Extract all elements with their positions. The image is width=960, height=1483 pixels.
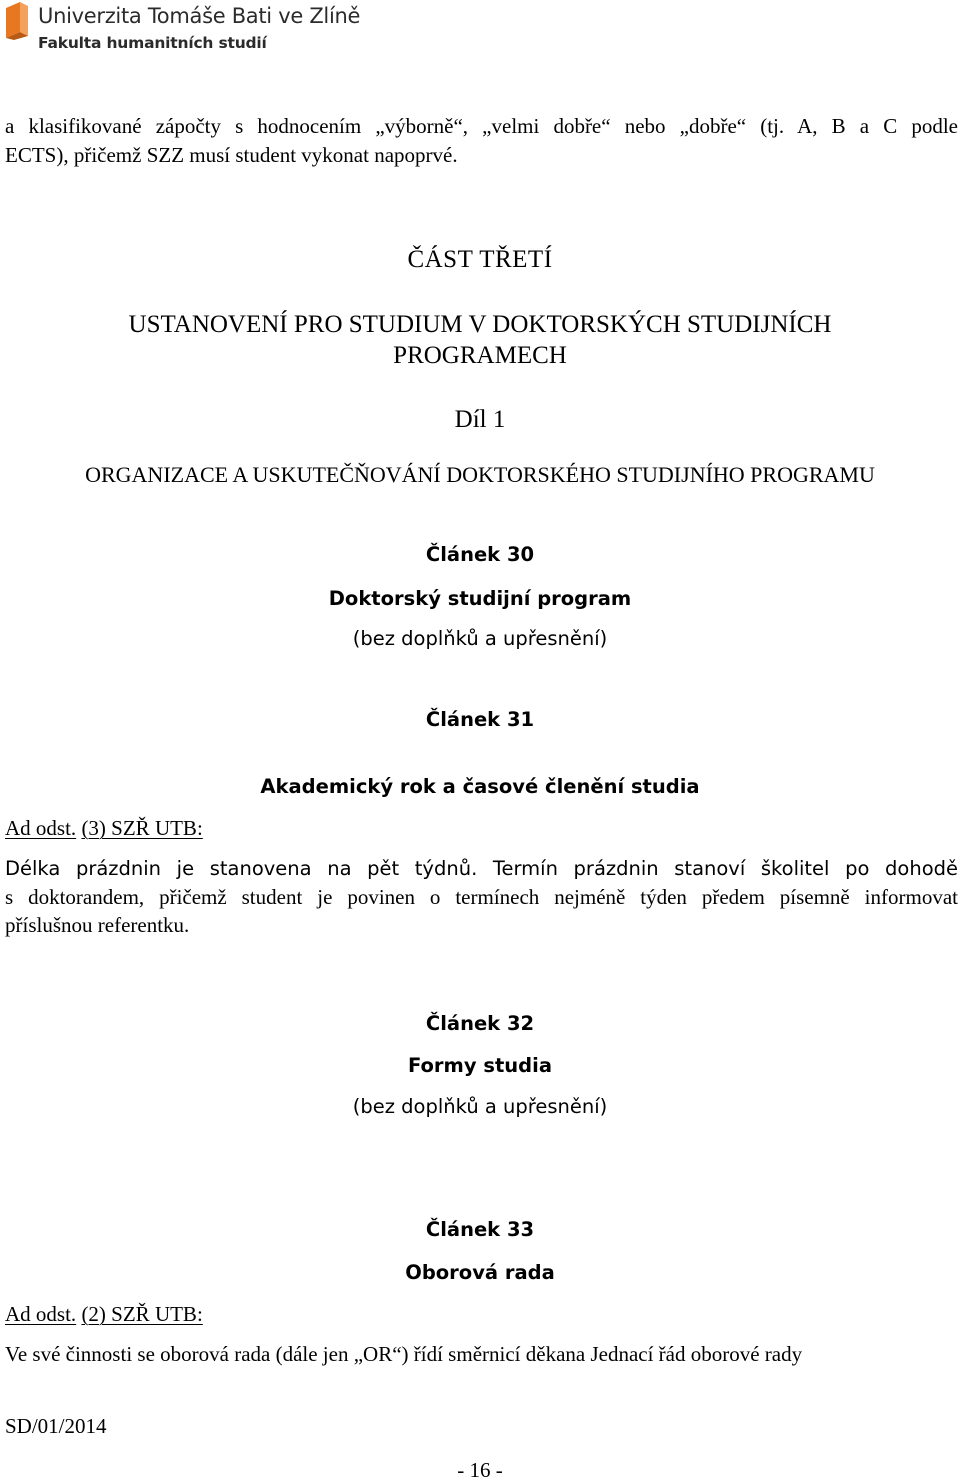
intro-line-1: a klasifikované zápočty s hodnocením „výborně“, „velmi dobře“ nebo „dobře“ (tj. A, B a C podle [5, 114, 958, 138]
article-32-title: Formy studia [408, 1054, 552, 1077]
section-label: Díl 1 [454, 406, 506, 433]
intro-paragraph [5, 114, 958, 139]
university-name: Univerzita Tomáše Bati ve Zlíně [38, 4, 361, 28]
article-30-note: (bez doplňků a upřesnění) [352, 627, 608, 650]
ad-odst-33-prefix: Ad odst. [5, 1302, 77, 1326]
article-31-paragraph [5, 855, 958, 939]
document-id: SD/01/2014 [5, 1414, 107, 1438]
article-32-label: Článek 32 [425, 1012, 535, 1035]
article-32-note: (bez doplňků a upřesnění) [352, 1095, 608, 1118]
article-33-para-line-1: Ve své činnosti se oborová rada (dále jen „OR“) řídí směrnicí děkana Jednací řád oborové rady [5, 1342, 803, 1366]
ad-odst-31-ref: (3) SZŘ UTB: [81, 816, 203, 840]
part-heading-line-2: PROGRAMECH [393, 342, 567, 369]
faculty-name: Fakulta humanitních studií [38, 34, 267, 52]
article-31-para-line-1: Délka prázdnin je stanovena na pět týdnů. Termín prázdnin stanoví školitel po dohodě [5, 857, 958, 880]
page-number: - 16 - [457, 1458, 503, 1482]
ad-odst-31-reference [5, 816, 203, 841]
ad-odst-31-prefix: Ad odst. [5, 816, 77, 840]
article-31-title: Akademický rok a časové členění studia [260, 775, 700, 798]
article-31-para-line-3: příslušnou referentku. [5, 913, 190, 937]
part-heading-line-1: USTANOVENÍ PRO STUDIUM V DOKTORSKÝCH STUDIJNÍCH [128, 311, 832, 338]
section-title: ORGANIZACE A USKUTEČŇOVÁNÍ DOKTORSKÉHO STUDIJNÍHO PROGRAMU [85, 462, 875, 487]
article-33-label: Článek 33 [425, 1218, 535, 1241]
ad-odst-33-ref: (2) SZŘ UTB: [81, 1302, 203, 1326]
book-logo-icon [6, 2, 28, 40]
intro-line-2: ECTS), přičemž SZZ musí student vykonat napoprvé. [5, 143, 458, 167]
article-30-title: Doktorský studijní program [328, 587, 632, 610]
part-title: ČÁST TŘETÍ [407, 246, 553, 273]
article-30-label: Článek 30 [425, 543, 535, 566]
article-33-title: Oborová rada [405, 1261, 555, 1284]
ad-odst-33-reference [5, 1302, 203, 1327]
article-31-label: Článek 31 [425, 708, 535, 731]
article-31-para-line-2: s doktorandem, přičemž student je povinen o termínech nejméně týden předem písemně informovat [5, 885, 958, 909]
